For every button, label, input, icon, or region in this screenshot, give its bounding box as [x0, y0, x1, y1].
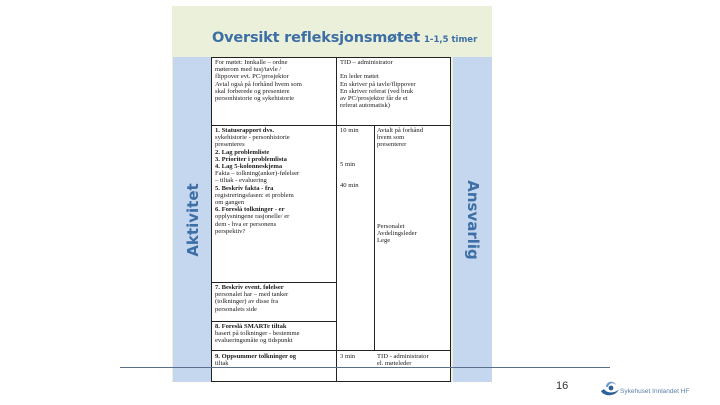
header-role-line: En skriver på tavle/flippover: [340, 80, 416, 88]
step-8-cell: [215, 323, 335, 349]
step-description: personalets side: [215, 305, 257, 313]
row-divider: [212, 125, 336, 126]
header-text-line: For møtet: Innkalle – ordne: [215, 59, 288, 66]
header-role-line: TID – administrator: [340, 59, 393, 66]
step-description: dem - hva er personens: [215, 220, 277, 228]
responsible-label: Ansvarlig: [463, 179, 482, 260]
presenter-responsibility: [377, 127, 450, 157]
header-preparation-cell: [215, 59, 335, 124]
step-heading: 6. Foreslå tolkninger - er: [215, 206, 285, 214]
step-description: basert på tolkninger - bestemme: [215, 330, 300, 338]
step-heading: 2. Lag problemliste: [215, 148, 270, 156]
step-description: (tolkninger) av disse fra: [215, 298, 279, 306]
responsibility-line: Avtalt på forhånd: [377, 127, 424, 134]
step-7-cell: [215, 284, 335, 320]
step-description: Fakta – tolkning(anker)-følelser: [215, 170, 300, 178]
header-role-line: En leder møtet: [340, 73, 379, 81]
meeting-table: [211, 57, 451, 382]
header-role-line: [340, 66, 448, 73]
steps-1-6-cell: [215, 127, 335, 281]
slide-title-main: Oversikt refleksjonsmøtet: [212, 30, 421, 46]
step-heading: 9. Oppsummer tolkninger og: [215, 353, 297, 360]
step-heading: 5. Beskriv fakta - fra: [215, 184, 274, 192]
responsibility-line: presenterer: [377, 141, 407, 149]
row-divider: [212, 321, 336, 322]
header-text-line: personhistorie og sykehistorie: [215, 95, 295, 103]
step-9-cell: [215, 353, 335, 379]
administrator-responsibility: [377, 353, 450, 379]
row-divider: [212, 350, 336, 351]
header-text-line: møterom med tusj/tavle /: [215, 66, 282, 74]
slide-title: [212, 27, 477, 46]
step-description: presenteres: [215, 141, 245, 149]
header-role-line: av PC/prosjektor får de et: [340, 95, 408, 103]
activity-label: Aktivitet: [183, 182, 202, 257]
logo-text: Sykehuset Innlandet HF: [620, 388, 690, 395]
hospital-logo: [598, 375, 713, 401]
step-description: – tiltak - evaluering: [215, 177, 267, 185]
header-role-line: En skriver referat (ved bruk: [340, 87, 414, 95]
step-description: sykehistorie - personhistorie: [215, 134, 290, 142]
header-text-line: flippover evt. PC/prosjektor: [215, 73, 289, 81]
responsibility-line: Personalet: [377, 223, 405, 230]
step-heading: 1. Statusrapport dvs.: [215, 127, 274, 134]
footer-rule: [120, 367, 610, 368]
step-description: opplysningene rasjonelle/ er: [215, 213, 290, 221]
header-text-line: skal forberede og presentere: [215, 87, 290, 95]
header-roles-cell: [340, 59, 448, 124]
header-text-line: Avtal også på forhånd hvem som: [215, 80, 302, 88]
row-divider: [212, 282, 336, 283]
responsibility-line: Avdelingsleder: [377, 230, 417, 238]
time-40-min: 40 min: [340, 182, 359, 189]
step-description: om gangen: [215, 199, 245, 207]
step-heading: 4. Lag 5-kolonneskjema: [215, 163, 283, 171]
staff-responsibility: [377, 223, 450, 253]
step-description: evalueringsmåte og tidspunkt: [215, 337, 293, 345]
slide-title-duration: 1-1,5 timer: [424, 35, 478, 45]
time-5-min: 5 min: [340, 161, 356, 168]
page-number: 16: [556, 380, 569, 392]
step-heading: 8. Foreslå SMARTe tiltak: [215, 323, 287, 330]
step-description: personalet har – med tanker: [215, 291, 289, 299]
responsibility-line: el. møteleder: [377, 360, 412, 368]
activity-column-label: [173, 57, 212, 382]
responsibility-line: TID - administrator: [377, 353, 429, 360]
header-role-line: referat automatisk): [340, 102, 390, 110]
row-divider-right: [337, 350, 450, 351]
time-3-min: 3 min: [340, 353, 356, 360]
step-description: perspektiv?: [215, 227, 246, 235]
responsibility-line: Lege: [377, 237, 391, 245]
row-divider-right: [337, 125, 450, 126]
step-heading: 7. Beskriv event. følelser: [215, 284, 284, 291]
column-divider: [336, 58, 337, 381]
step-description: registreringsfasen: et problem: [215, 191, 294, 199]
responsibility-line: hvem som: [377, 134, 405, 142]
step-heading: 3. Prioriter i problemlista: [215, 155, 287, 163]
step-description: tiltak: [215, 360, 229, 368]
logo-swirl-icon: [598, 375, 622, 399]
time-divider: [374, 125, 375, 351]
time-10-min: 10 min: [340, 127, 359, 134]
responsible-column-label: [453, 57, 492, 382]
